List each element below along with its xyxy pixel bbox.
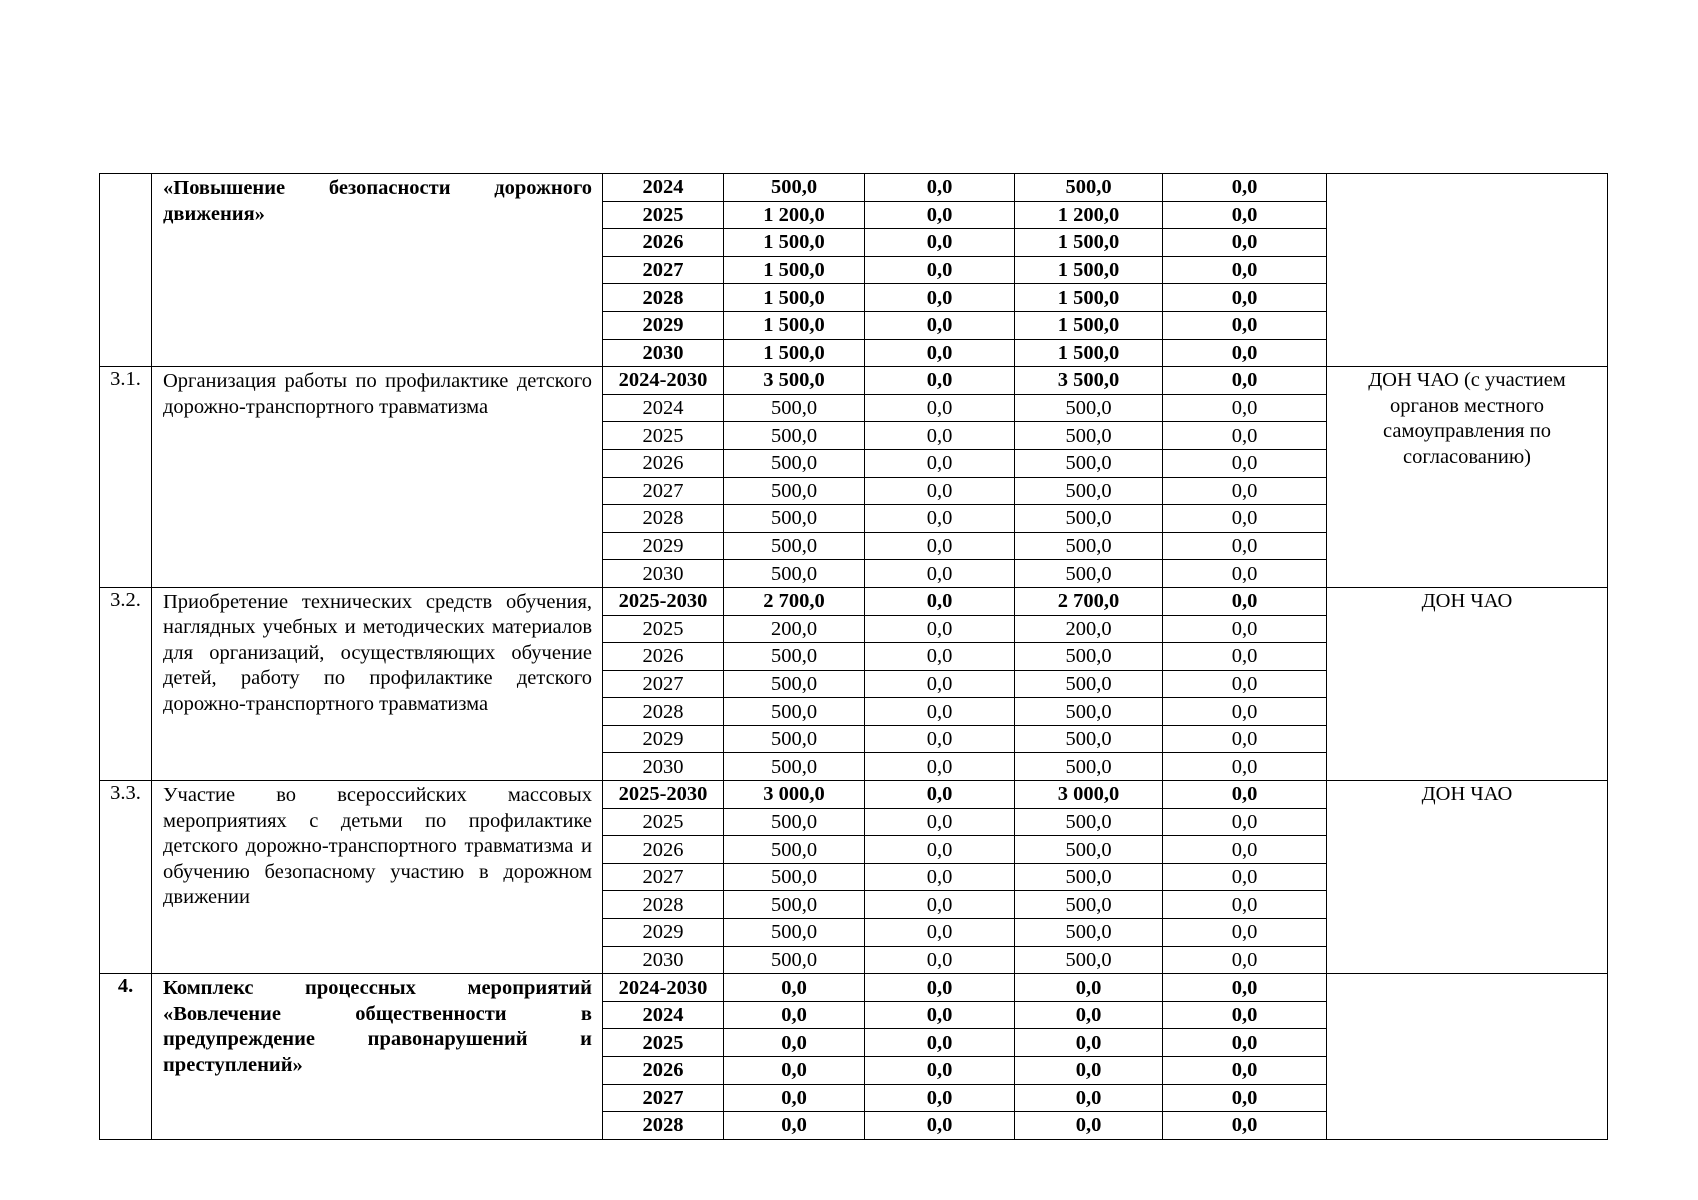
- regional-budget-cell: 0,0: [1015, 974, 1163, 1002]
- total-cell: 3 500,0: [724, 367, 865, 395]
- funding-table: [99, 173, 1608, 1140]
- item-number: 3.3.: [100, 781, 152, 974]
- total-cell: 1 500,0: [724, 256, 865, 284]
- regional-budget-cell: 0,0: [1015, 1084, 1163, 1112]
- total-cell: 500,0: [724, 394, 865, 422]
- total-cell: 0,0: [724, 1112, 865, 1140]
- activity-name: Организация работы по профилактике детского дорожно-транспортного травматизма: [152, 367, 603, 588]
- other-sources-cell: 0,0: [1163, 643, 1327, 671]
- regional-budget-cell: 500,0: [1015, 725, 1163, 753]
- federal-budget-cell: 0,0: [865, 753, 1015, 781]
- year-cell: 2027: [603, 863, 724, 891]
- year-cell: 2030: [603, 339, 724, 367]
- activity-name: «Повышение безопасности дорожного движения»: [152, 174, 603, 367]
- regional-budget-cell: 3 500,0: [1015, 367, 1163, 395]
- total-cell: 500,0: [724, 422, 865, 450]
- regional-budget-cell: 1 500,0: [1015, 284, 1163, 312]
- total-cell: 2 700,0: [724, 587, 865, 615]
- responsible-executor: ДОН ЧАО (с участием органов местного самоуправления по согласованию): [1327, 367, 1608, 588]
- other-sources-cell: 0,0: [1163, 367, 1327, 395]
- regional-budget-cell: 3 000,0: [1015, 781, 1163, 809]
- regional-budget-cell: 500,0: [1015, 174, 1163, 202]
- year-cell: 2030: [603, 946, 724, 974]
- other-sources-cell: 0,0: [1163, 394, 1327, 422]
- regional-budget-cell: 500,0: [1015, 808, 1163, 836]
- federal-budget-cell: 0,0: [865, 532, 1015, 560]
- year-cell: 2027: [603, 670, 724, 698]
- other-sources-cell: 0,0: [1163, 449, 1327, 477]
- total-cell: 500,0: [724, 532, 865, 560]
- federal-budget-cell: 0,0: [865, 836, 1015, 864]
- regional-budget-cell: 0,0: [1015, 1112, 1163, 1140]
- other-sources-cell: 0,0: [1163, 808, 1327, 836]
- other-sources-cell: 0,0: [1163, 532, 1327, 560]
- other-sources-cell: 0,0: [1163, 1029, 1327, 1057]
- regional-budget-cell: 0,0: [1015, 1029, 1163, 1057]
- year-cell: 2030: [603, 753, 724, 781]
- other-sources-cell: 0,0: [1163, 919, 1327, 947]
- year-cell: 2025: [603, 808, 724, 836]
- other-sources-cell: 0,0: [1163, 311, 1327, 339]
- regional-budget-cell: 500,0: [1015, 505, 1163, 533]
- federal-budget-cell: 0,0: [865, 919, 1015, 947]
- total-cell: 200,0: [724, 615, 865, 643]
- total-cell: 500,0: [724, 919, 865, 947]
- federal-budget-cell: 0,0: [865, 1084, 1015, 1112]
- year-cell: 2025: [603, 422, 724, 450]
- total-cell: 1 200,0: [724, 201, 865, 229]
- year-cell: 2026: [603, 836, 724, 864]
- regional-budget-cell: 500,0: [1015, 863, 1163, 891]
- federal-budget-cell: 0,0: [865, 229, 1015, 257]
- other-sources-cell: 0,0: [1163, 891, 1327, 919]
- total-cell: 1 500,0: [724, 311, 865, 339]
- year-cell: 2028: [603, 698, 724, 726]
- year-cell: 2029: [603, 311, 724, 339]
- federal-budget-cell: 0,0: [865, 587, 1015, 615]
- federal-budget-cell: 0,0: [865, 505, 1015, 533]
- activity-name: Приобретение технических средств обучения, наглядных учебных и методических материалов для организаций, осуществляющих обучение детей, работу по профилактике детского дорожно-транспортного травматизма: [152, 587, 603, 780]
- regional-budget-cell: 1 500,0: [1015, 339, 1163, 367]
- year-cell: 2026: [603, 1057, 724, 1085]
- regional-budget-cell: 500,0: [1015, 449, 1163, 477]
- regional-budget-cell: 500,0: [1015, 394, 1163, 422]
- other-sources-cell: 0,0: [1163, 256, 1327, 284]
- other-sources-cell: 0,0: [1163, 781, 1327, 809]
- federal-budget-cell: 0,0: [865, 808, 1015, 836]
- total-cell: 500,0: [724, 698, 865, 726]
- regional-budget-cell: 500,0: [1015, 753, 1163, 781]
- federal-budget-cell: 0,0: [865, 1029, 1015, 1057]
- total-cell: 1 500,0: [724, 284, 865, 312]
- federal-budget-cell: 0,0: [865, 615, 1015, 643]
- regional-budget-cell: 200,0: [1015, 615, 1163, 643]
- year-cell: 2024: [603, 394, 724, 422]
- year-cell: 2028: [603, 1112, 724, 1140]
- other-sources-cell: 0,0: [1163, 1057, 1327, 1085]
- total-cell: 0,0: [724, 1001, 865, 1029]
- responsible-executor: [1327, 174, 1608, 367]
- regional-budget-cell: 500,0: [1015, 670, 1163, 698]
- other-sources-cell: 0,0: [1163, 974, 1327, 1002]
- regional-budget-cell: 500,0: [1015, 477, 1163, 505]
- total-cell: 0,0: [724, 1029, 865, 1057]
- year-cell: 2028: [603, 891, 724, 919]
- federal-budget-cell: 0,0: [865, 891, 1015, 919]
- other-sources-cell: 0,0: [1163, 422, 1327, 450]
- other-sources-cell: 0,0: [1163, 698, 1327, 726]
- other-sources-cell: 0,0: [1163, 1001, 1327, 1029]
- other-sources-cell: 0,0: [1163, 505, 1327, 533]
- year-cell: 2024: [603, 1001, 724, 1029]
- federal-budget-cell: 0,0: [865, 477, 1015, 505]
- federal-budget-cell: 0,0: [865, 339, 1015, 367]
- total-cell: 500,0: [724, 808, 865, 836]
- federal-budget-cell: 0,0: [865, 863, 1015, 891]
- year-cell: 2029: [603, 532, 724, 560]
- federal-budget-cell: 0,0: [865, 560, 1015, 588]
- activity-name: Комплекс процессных мероприятий «Вовлечение общественности в предупреждение правонарушений и преступлений»: [152, 974, 603, 1140]
- year-cell: 2029: [603, 919, 724, 947]
- item-number: 3.2.: [100, 587, 152, 780]
- regional-budget-cell: 500,0: [1015, 891, 1163, 919]
- responsible-executor: [1327, 974, 1608, 1140]
- other-sources-cell: 0,0: [1163, 1112, 1327, 1140]
- federal-budget-cell: 0,0: [865, 698, 1015, 726]
- total-cell: 1 500,0: [724, 339, 865, 367]
- total-cell: 500,0: [724, 725, 865, 753]
- other-sources-cell: 0,0: [1163, 670, 1327, 698]
- other-sources-cell: 0,0: [1163, 1084, 1327, 1112]
- item-number: [100, 174, 152, 367]
- activity-name: Участие во всероссийских массовых мероприятиях с детьми по профилактике детского дорожно-транспортного травматизма и обучению безопасному участию в дорожном движении: [152, 781, 603, 974]
- regional-budget-cell: 500,0: [1015, 643, 1163, 671]
- total-cell: 500,0: [724, 449, 865, 477]
- federal-budget-cell: 0,0: [865, 422, 1015, 450]
- federal-budget-cell: 0,0: [865, 284, 1015, 312]
- total-cell: 0,0: [724, 1084, 865, 1112]
- regional-budget-cell: 0,0: [1015, 1001, 1163, 1029]
- federal-budget-cell: 0,0: [865, 946, 1015, 974]
- total-cell: 500,0: [724, 560, 865, 588]
- federal-budget-cell: 0,0: [865, 174, 1015, 202]
- responsible-executor: ДОН ЧАО: [1327, 587, 1608, 780]
- total-cell: 500,0: [724, 670, 865, 698]
- year-cell: 2027: [603, 256, 724, 284]
- year-cell: 2027: [603, 1084, 724, 1112]
- item-number: 3.1.: [100, 367, 152, 588]
- regional-budget-cell: 0,0: [1015, 1057, 1163, 1085]
- other-sources-cell: 0,0: [1163, 201, 1327, 229]
- regional-budget-cell: 500,0: [1015, 836, 1163, 864]
- year-cell: 2029: [603, 725, 724, 753]
- federal-budget-cell: 0,0: [865, 781, 1015, 809]
- total-cell: 500,0: [724, 477, 865, 505]
- year-cell: 2026: [603, 449, 724, 477]
- total-cell: 500,0: [724, 643, 865, 671]
- year-cell: 2025-2030: [603, 781, 724, 809]
- other-sources-cell: 0,0: [1163, 560, 1327, 588]
- regional-budget-cell: 1 500,0: [1015, 256, 1163, 284]
- regional-budget-cell: 500,0: [1015, 919, 1163, 947]
- regional-budget-cell: 500,0: [1015, 698, 1163, 726]
- other-sources-cell: 0,0: [1163, 863, 1327, 891]
- other-sources-cell: 0,0: [1163, 284, 1327, 312]
- table-row: [100, 174, 1608, 202]
- federal-budget-cell: 0,0: [865, 1001, 1015, 1029]
- regional-budget-cell: 500,0: [1015, 532, 1163, 560]
- table-row: [100, 974, 1608, 1002]
- total-cell: 500,0: [724, 946, 865, 974]
- table-row: [100, 781, 1608, 809]
- year-cell: 2025: [603, 615, 724, 643]
- year-cell: 2028: [603, 284, 724, 312]
- federal-budget-cell: 0,0: [865, 1112, 1015, 1140]
- year-cell: 2024-2030: [603, 367, 724, 395]
- federal-budget-cell: 0,0: [865, 367, 1015, 395]
- year-cell: 2026: [603, 229, 724, 257]
- regional-budget-cell: 2 700,0: [1015, 587, 1163, 615]
- federal-budget-cell: 0,0: [865, 643, 1015, 671]
- regional-budget-cell: 1 500,0: [1015, 311, 1163, 339]
- year-cell: 2024: [603, 174, 724, 202]
- other-sources-cell: 0,0: [1163, 339, 1327, 367]
- year-cell: 2025-2030: [603, 587, 724, 615]
- total-cell: 500,0: [724, 836, 865, 864]
- year-cell: 2028: [603, 505, 724, 533]
- federal-budget-cell: 0,0: [865, 974, 1015, 1002]
- federal-budget-cell: 0,0: [865, 725, 1015, 753]
- total-cell: 500,0: [724, 891, 865, 919]
- year-cell: 2025: [603, 1029, 724, 1057]
- regional-budget-cell: 1 200,0: [1015, 201, 1163, 229]
- regional-budget-cell: 500,0: [1015, 560, 1163, 588]
- year-cell: 2024-2030: [603, 974, 724, 1002]
- other-sources-cell: 0,0: [1163, 946, 1327, 974]
- year-cell: 2025: [603, 201, 724, 229]
- federal-budget-cell: 0,0: [865, 311, 1015, 339]
- total-cell: 0,0: [724, 1057, 865, 1085]
- other-sources-cell: 0,0: [1163, 587, 1327, 615]
- table-row: [100, 587, 1608, 615]
- total-cell: 500,0: [724, 863, 865, 891]
- federal-budget-cell: 0,0: [865, 201, 1015, 229]
- total-cell: 1 500,0: [724, 229, 865, 257]
- responsible-executor: ДОН ЧАО: [1327, 781, 1608, 974]
- other-sources-cell: 0,0: [1163, 174, 1327, 202]
- regional-budget-cell: 500,0: [1015, 946, 1163, 974]
- regional-budget-cell: 500,0: [1015, 422, 1163, 450]
- total-cell: 500,0: [724, 505, 865, 533]
- other-sources-cell: 0,0: [1163, 725, 1327, 753]
- federal-budget-cell: 0,0: [865, 256, 1015, 284]
- year-cell: 2027: [603, 477, 724, 505]
- item-number: 4.: [100, 974, 152, 1140]
- total-cell: 3 000,0: [724, 781, 865, 809]
- federal-budget-cell: 0,0: [865, 670, 1015, 698]
- other-sources-cell: 0,0: [1163, 753, 1327, 781]
- other-sources-cell: 0,0: [1163, 229, 1327, 257]
- total-cell: 500,0: [724, 753, 865, 781]
- other-sources-cell: 0,0: [1163, 836, 1327, 864]
- year-cell: 2026: [603, 643, 724, 671]
- other-sources-cell: 0,0: [1163, 615, 1327, 643]
- other-sources-cell: 0,0: [1163, 477, 1327, 505]
- federal-budget-cell: 0,0: [865, 1057, 1015, 1085]
- year-cell: 2030: [603, 560, 724, 588]
- federal-budget-cell: 0,0: [865, 394, 1015, 422]
- table-row: [100, 367, 1608, 395]
- total-cell: 500,0: [724, 174, 865, 202]
- regional-budget-cell: 1 500,0: [1015, 229, 1163, 257]
- federal-budget-cell: 0,0: [865, 449, 1015, 477]
- total-cell: 0,0: [724, 974, 865, 1002]
